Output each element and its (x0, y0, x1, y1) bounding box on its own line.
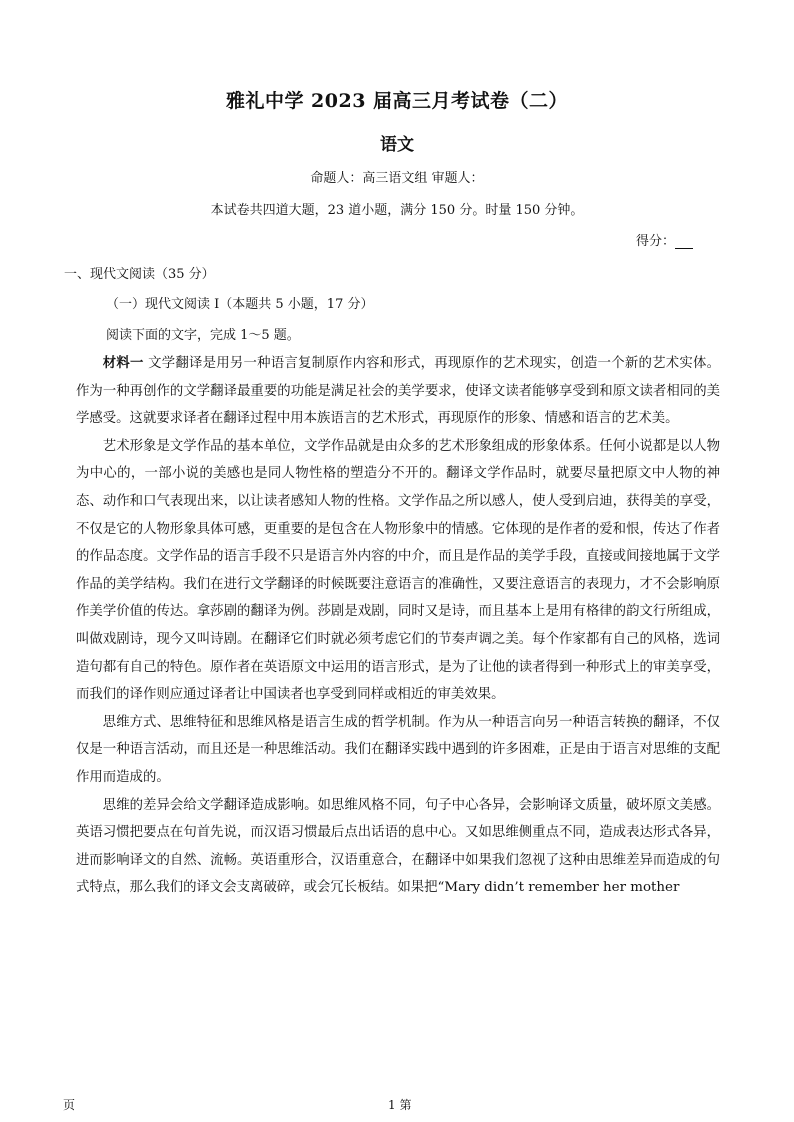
exam-info-line: 本试卷共四道大题，23 道小题，满分 150 分。时量 150 分钟。 (210, 203, 584, 218)
footer-page-number: 1 第 (388, 1098, 412, 1112)
reading-instruction: 阅读下面的文字，完成 1～5 题。 (106, 328, 300, 343)
subject-title: 语文 (380, 135, 414, 155)
paragraph-1 (76, 350, 720, 433)
paragraph-2: 艺术形象是文学作品的基本单位，文学作品就是由众多的艺术形象组成的形象体系。任何小说都是以人物为中心的，一部小说的美感也是同人物性格的塑造分不开的。翻译文学作品时，就要尽量把原文中人物的神态、动作和口气表现出来，以让读者感知人物的性格。文学作品之所以感人，使人受到启迪，获得美的享受，不仅是它的人物形象具体可感，更重要的是包含在人物形象中的情感。它体现的是作者的爱和恨，传达了作者的作品态度。文学作品的语言手段不只是语言外内容的中介，而且是作品的美学手段，直接或间接地属于文学作品的美学结构。我们在进行文学翻译的时候既要注意语言的准确性，又要注意语言的表现力，才不会影响原作美学价值的传达。拿莎剧的翻译为例。莎剧是戏剧，同时又是诗，而且基本上是用有格律的韵文行所组成，叫做戏剧诗，现今又叫诗剧。在翻译它们时就必须考虑它们的节奏声调之美。每个作家都有自己的风格，选词造句都有自己的特色。原作者在英语原文中运用的语言形式，是为了让他的读者得到一种形式上的审美享受，而我们的译作则应通过译者让中国读者也享受到同样或相近的审美效果。 (76, 438, 720, 703)
score-blank[interactable] (675, 235, 693, 249)
score-field (636, 230, 693, 249)
material-label: 材料一 (102, 355, 144, 371)
material-body (76, 350, 720, 902)
paragraph-3: 思维方式、思维特征和思维风格是语言生成的哲学机制。作为从一种语言向另一种语言转换的翻译，不仅仅是一种语言活动，而且还是一种思维活动。我们在翻译实践中遇到的许多困难，正是由于语言对思维的支配作用而造成的。 (76, 714, 720, 785)
subsection-heading: （一）现代文阅读 I（本题共 5 小题，17 分） (106, 297, 374, 312)
paragraph-4: 思维的差异会给文学翻译造成影响。如思维风格不同，句子中心各异，会影响译文质量，破坏原文美感。英语习惯把要点在句首先说，而汉语习惯最后点出话语的息中心。又如思维侧重点不同，造成表达形式各异，进而影响译文的自然、流畅。英语重形合，汉语重意合，在翻译中如果我们忽视了这种由思维差异而造成的句式特点，那么我们的译文会支离破碎，或会冗长板结。如果把“Mary didn’t remember her mother (76, 797, 720, 896)
section-heading: 一、现代文阅读（35 分） (64, 267, 215, 282)
paragraph-1-text: 文学翻译是用另一种语言复制原作内容和形式，再现原作的艺术现实，创造一个新的艺术实体。作为一种再创作的文学翻译最重要的功能是满足社会的美学要求，使译文读者能够享受到和原文读者相同的美学感受。这就要求译者在翻译过程中用本族语言的艺术形式，再现原作的形象、情感和语言的艺术美。 (76, 356, 721, 427)
authors-line: 命题人：高三语文组 审题人： (310, 171, 484, 186)
score-label: 得分： (636, 234, 676, 249)
exam-title: 雅礼中学 2023 届高三月考试卷（二） (225, 90, 569, 112)
footer-page-label: 页 (63, 1098, 76, 1112)
